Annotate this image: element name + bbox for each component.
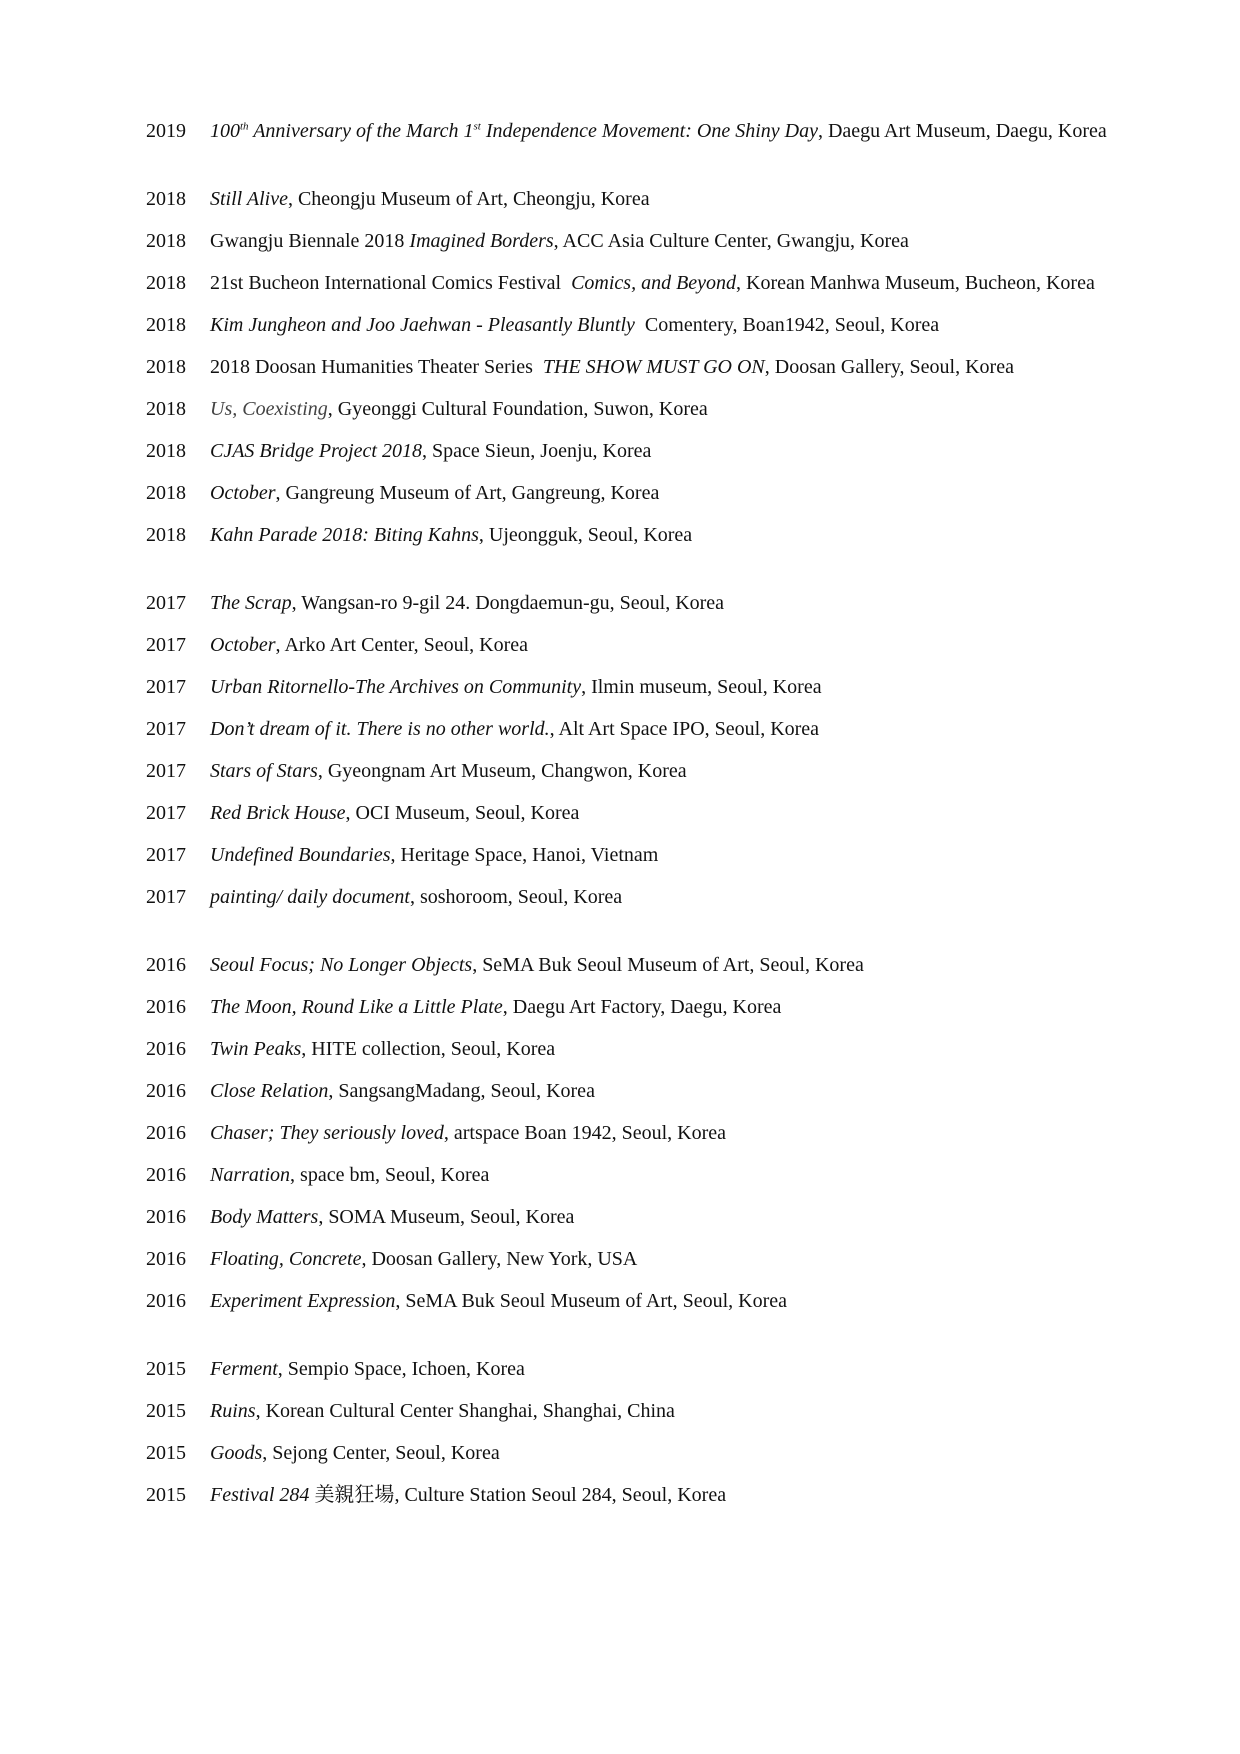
- entry-venue: , Heritage Space, Hanoi, Vietnam: [390, 844, 659, 866]
- entry-title: THE SHOW MUST GO ON: [542, 356, 765, 378]
- entry-year: 2017: [146, 592, 186, 614]
- exhibition-entry: [146, 1440, 1120, 1466]
- entry-venue: , Korean Cultural Center Shanghai, Shanghai, China: [255, 1400, 675, 1422]
- entry-year: 2015: [146, 1442, 186, 1464]
- exhibition-entry: [146, 186, 1120, 212]
- exhibition-entry: [146, 994, 1120, 1020]
- entry-year: 2016: [146, 1290, 186, 1312]
- entry-year: 2015: [146, 1400, 186, 1422]
- exhibition-entry: [146, 1120, 1120, 1146]
- entry-venue: , Gyeonggi Cultural Foundation, Suwon, Korea: [327, 398, 708, 420]
- entry-title: Body Matters: [210, 1206, 319, 1228]
- exhibition-entry: [146, 590, 1120, 616]
- exhibition-entry: [146, 228, 1120, 254]
- exhibition-entry: [146, 952, 1120, 978]
- entry-title: Ruins: [210, 1400, 256, 1422]
- entry-venue: , SeMA Buk Seoul Museum of Art, Seoul, Korea: [395, 1290, 787, 1312]
- entry-venue: , HITE collection, Seoul, Korea: [301, 1038, 556, 1060]
- entry-venue: , Sejong Center, Seoul, Korea: [262, 1442, 500, 1464]
- entry-venue: , SangsangMadang, Seoul, Korea: [328, 1080, 595, 1102]
- entry-venue: , Arko Art Center, Seoul, Korea: [275, 634, 529, 656]
- entry-venue: , Sempio Space, Ichoen, Korea: [277, 1358, 525, 1380]
- exhibition-entry: [146, 354, 1120, 380]
- year-group-2015: [146, 1356, 1120, 1508]
- entry-venue: , Gangreung Museum of Art, Gangreung, Korea: [275, 482, 660, 504]
- entry-year: 2015: [146, 1358, 186, 1380]
- entry-venue: , SeMA Buk Seoul Museum of Art, Seoul, Korea: [472, 954, 864, 976]
- entry-title: Goods: [210, 1442, 263, 1464]
- entry-venue: , Culture Station Seoul 284, Seoul, Korea: [394, 1484, 727, 1506]
- entry-year: 2018: [146, 230, 186, 252]
- entry-prefix: 2018 Doosan Humanities Theater Series: [210, 356, 543, 378]
- entry-title: Imagined Borders: [409, 230, 554, 252]
- entry-year: 2018: [146, 356, 186, 378]
- entry-year: 2017: [146, 760, 186, 782]
- entry-venue: , Ilmin museum, Seoul, Korea: [581, 676, 822, 698]
- entry-venue: , SOMA Museum, Seoul, Korea: [318, 1206, 575, 1228]
- exhibition-entry: [146, 1482, 1120, 1508]
- entry-venue: Comentery, Boan1942, Seoul, Korea: [634, 314, 940, 336]
- entry-title: Stars of Stars: [210, 760, 318, 782]
- entry-venue: , Daegu Art Museum, Daegu, Korea: [817, 120, 1107, 142]
- entry-year: 2016: [146, 1206, 186, 1228]
- entry-title: painting/ daily document: [210, 886, 410, 908]
- entry-year: 2017: [146, 634, 186, 656]
- year-group-2016: [146, 952, 1120, 1314]
- entry-venue: , Ujeongguk, Seoul, Korea: [478, 524, 693, 546]
- entry-venue: , Space Sieun, Joenju, Korea: [422, 440, 652, 462]
- entry-title: Close Relation: [210, 1080, 329, 1102]
- exhibition-entry: [146, 438, 1120, 464]
- year-group-2018: [146, 186, 1120, 548]
- entry-title: Urban Ritornello-The Archives on Community: [210, 676, 582, 698]
- entry-year: 2016: [146, 1080, 186, 1102]
- entry-title: The Scrap: [210, 592, 292, 614]
- entry-year: 2015: [146, 1484, 186, 1506]
- entry-title: Narration: [210, 1164, 291, 1186]
- entry-venue: , Alt Art Space IPO, Seoul, Korea: [549, 718, 820, 740]
- entry-title: Kim Jungheon and Joo Jaehwan - Pleasantly Bluntly: [210, 314, 635, 336]
- entry-title: Experiment Expression: [210, 1290, 396, 1312]
- entry-year: 2016: [146, 996, 186, 1018]
- entry-venue: , Cheongju Museum of Art, Cheongju, Korea: [287, 188, 650, 210]
- entry-year: 2018: [146, 482, 186, 504]
- entry-title: CJAS Bridge Project 2018: [210, 440, 422, 462]
- exhibition-entry: [146, 480, 1120, 506]
- exhibition-entry: [146, 118, 1120, 144]
- entry-venue: , OCI Museum, Seoul, Korea: [345, 802, 580, 824]
- entry-year: 2016: [146, 1164, 186, 1186]
- entry-year: 2018: [146, 440, 186, 462]
- entry-title: Ferment: [210, 1358, 278, 1380]
- year-group-2017: [146, 590, 1120, 910]
- entry-prefix: Gwangju Biennale 2018: [210, 230, 410, 252]
- entry-venue: , Wangsan-ro 9-gil 24. Dongdaemun-gu, Seoul, Korea: [291, 592, 725, 614]
- exhibition-entry: [146, 632, 1120, 658]
- entry-venue: , Gyeongnam Art Museum, Changwon, Korea: [317, 760, 687, 782]
- entry-title: 100th Anniversary of the March 1st Independence Movement: One Shiny Day: [210, 120, 818, 142]
- entry-title-cjk: 美親狂場: [309, 1484, 395, 1506]
- entry-title: October: [210, 634, 276, 656]
- entry-year: 2017: [146, 718, 186, 740]
- exhibition-entry: [146, 758, 1120, 784]
- exhibition-entry: [146, 396, 1120, 422]
- entry-title: Floating, Concrete: [210, 1248, 362, 1270]
- exhibition-entry: [146, 1398, 1120, 1424]
- exhibition-entry: [146, 716, 1120, 742]
- entry-year: 2018: [146, 398, 186, 420]
- entry-year: 2018: [146, 272, 186, 294]
- entry-title: October: [210, 482, 276, 504]
- entry-title: Undefined Boundaries: [210, 844, 391, 866]
- entry-venue: , artspace Boan 1942, Seoul, Korea: [443, 1122, 726, 1144]
- entry-year: 2017: [146, 844, 186, 866]
- exhibition-entry: [146, 522, 1120, 548]
- entry-venue: , Doosan Gallery, Seoul, Korea: [764, 356, 1014, 378]
- entry-title: Us, Coexisting: [210, 398, 328, 420]
- year-group-2019: [146, 118, 1120, 144]
- exhibition-entry: [146, 674, 1120, 700]
- exhibition-entry: [146, 270, 1120, 296]
- exhibition-entry: [146, 1288, 1120, 1314]
- entry-venue: , space bm, Seoul, Korea: [290, 1164, 490, 1186]
- entry-year: 2018: [146, 314, 186, 336]
- entry-venue: , ACC Asia Culture Center, Gwangju, Korea: [553, 230, 909, 252]
- entry-year: 2016: [146, 1038, 186, 1060]
- exhibition-entry: [146, 800, 1120, 826]
- entry-title: Festival 284: [210, 1484, 310, 1506]
- entry-year: 2016: [146, 1248, 186, 1270]
- entry-year: 2017: [146, 802, 186, 824]
- exhibition-entry: [146, 1204, 1120, 1230]
- entry-title: Seoul Focus; No Longer Objects: [210, 954, 473, 976]
- exhibition-entry: [146, 884, 1120, 910]
- exhibition-entry: [146, 312, 1120, 338]
- entry-venue: , Daegu Art Factory, Daegu, Korea: [502, 996, 782, 1018]
- exhibition-entry: [146, 1356, 1120, 1382]
- entry-title: Comics, and Beyond: [571, 272, 737, 294]
- entry-title: The Moon, Round Like a Little Plate: [210, 996, 503, 1018]
- entry-year: 2017: [146, 676, 186, 698]
- exhibition-entry: [146, 1078, 1120, 1104]
- entry-venue: , Doosan Gallery, New York, USA: [361, 1248, 638, 1270]
- entry-title: Kahn Parade 2018: Biting Kahns: [210, 524, 479, 546]
- entry-title: Chaser; They seriously loved: [210, 1122, 444, 1144]
- entry-year: 2017: [146, 886, 186, 908]
- entry-title: Twin Peaks: [210, 1038, 302, 1060]
- exhibition-entry: [146, 1162, 1120, 1188]
- entry-year: 2018: [146, 524, 186, 546]
- entry-venue: , soshoroom, Seoul, Korea: [409, 886, 623, 908]
- entry-year: 2019: [146, 120, 186, 142]
- exhibition-entry: [146, 1246, 1120, 1272]
- entry-prefix: 21st Bucheon International Comics Festival: [210, 272, 572, 294]
- entry-venue: , Korean Manhwa Museum, Bucheon, Korea: [736, 272, 1095, 294]
- exhibition-entry: [146, 842, 1120, 868]
- entry-year: 2016: [146, 1122, 186, 1144]
- entry-year: 2018: [146, 188, 186, 210]
- entry-title: Still Alive: [210, 188, 288, 210]
- entry-year: 2016: [146, 954, 186, 976]
- entry-title: Don’t dream of it. There is no other world.: [210, 718, 550, 740]
- exhibition-entry: [146, 1036, 1120, 1062]
- entry-title: Red Brick House: [210, 802, 346, 824]
